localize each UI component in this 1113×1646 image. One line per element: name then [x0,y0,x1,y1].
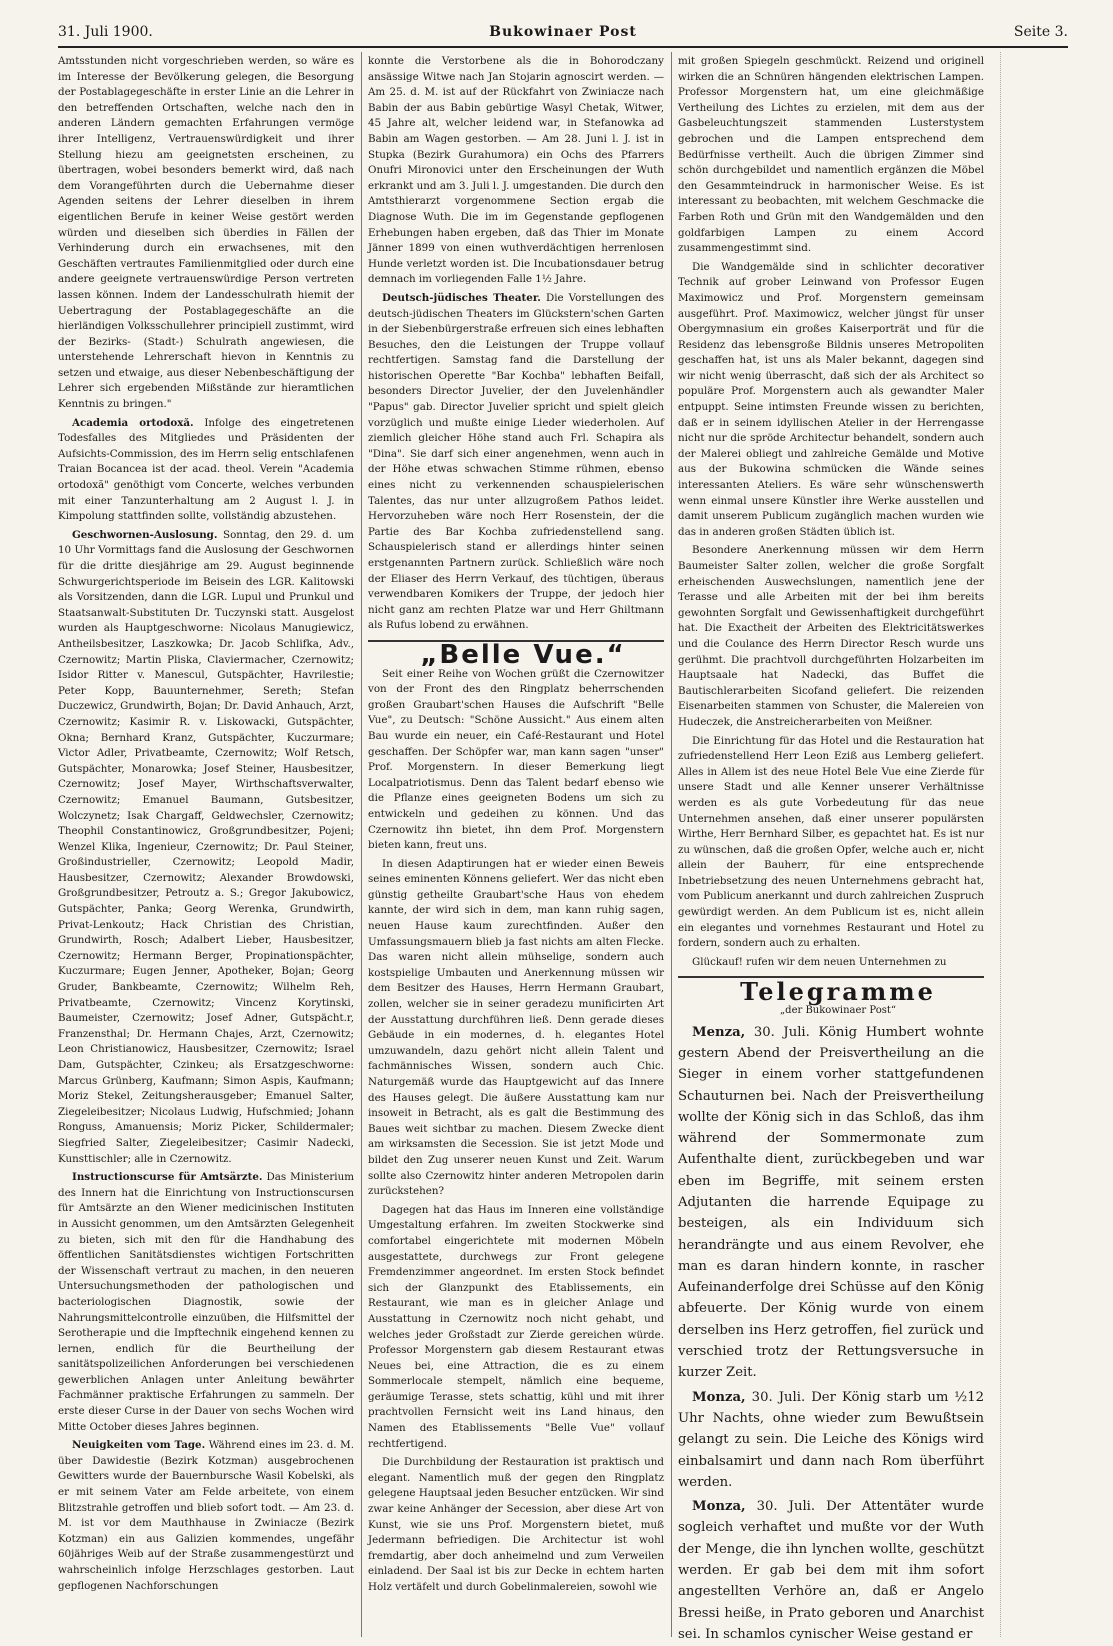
column-divider [671,52,672,1637]
paragraph [58,416,354,525]
column-2 [368,54,664,1634]
telegram [678,1496,984,1645]
telegram [678,1022,984,1384]
issue-date: 31. Juli 1900. [58,24,153,40]
section-heading: Academia ortodoxă. [72,416,194,429]
paragraph: Dagegen hat das Haus im Inneren eine vollständige Umgestaltung erfahren. Im zweiten Stockwerke sind comfortabel eingerichtete mit modernen Möbeln ausgestattete, durchwegs zur Front gelegene Fremdenzimmer angeordnet. Im ersten Stock befindet sich der Glanzpunkt des Etablissements, ein Restaurant, wie man es in gleicher Anlage und Ausstattung in Czernowitz noch nicht gehabt, und welches jeder Großstadt zur Zierde gereichen würde. Professor Morgenstern gab diesem Restaurant etwas Neues bei, eine Attraction, die es zu einem Sommerlocale stempelt, nämlich eine bequeme, geräumige Terasse, stets schattig, kühl und mit ihrer prachtvollen Fernsicht weit ins Land hinaus, den Namen des Etablissements "Belle Vue" vollauf rechtfertigend. [368,1203,664,1450]
section-heading: Neuigkeiten vom Tage. [72,1439,206,1452]
paragraph: Die Einrichtung für das Hotel und die Restauration hat zufriedenstellend Herr Leon Eziß aus Lemberg geliefert. Alles in Allem ist des neue Hotel Bele Vue eine Zierde für unsere Stadt und alle Kenner unserer Verhältnisse werden es als gute Vorbedeutung für das neue Unternehmen ansehen, daß einer unserer populärsten Wirthe, Herr Bernhard Silber, es gepachtet hat. Es ist nur zu wünschen, daß die großen Opfer, welche auch er, nicht allein der Bauherr, für eine entsprechende Inbetriebsetzung des neuen Unternehmens gebracht hat, vom Publicum anerkannt und durch zahlreichen Zuspruch gewürdigt werden. An dem Publicum ist es, nicht allein ein elegantes und vornehmes Restaurant und Hotel zu fordern, sondern auch zu erhalten. [678,734,984,950]
section-title: Telegramme [740,977,936,1007]
section-heading: Instructionscurse für Amtsärzte. [72,1171,263,1184]
paragraph: Besondere Anerkennung müssen wir dem Herrn Baumeister Salter zollen, welcher die große Sorgfalt erheischenden Auswechslungen, namentlich jene der Terasse und alle Arbeiten mit der bei ihm bereits gewohnten Sorgfalt und Gewissenhaftigkeit durchgeführt hat. Die Exactheit der Arbeiten des Elektricitätswerkes und die Coulance des Herrn Director Resch wurde uns gerühmt. Die prachtvoll durchgeführten Holzarbeiten im Hauptsaale hat Nadecki, das Buffet die Bautischlerarbeiten Sicofand geliefert. Die reizenden Eisenarbeiten stammen von Schuster, die Malereien von Hudeczek, die Anstreicherarbeiten von Meißner. [678,544,984,728]
paragraph [58,528,354,1167]
paragraph-text: Sonntag, den 29. d. um 10 Uhr Vormittags fand die Auslosung der Geschwornen für die dritte diesjährige am 29. August beginnende Schwurgerichtsperiode im Beisein des LGR. Kalitowski als Vorsitzenden, dann die LGR. Lupul und Prunkul und Staatsanwalt-Substituten Dr. Tuczynski statt. Ausgelost wurden als Hauptgeschworne: Nicolaus Manugiewicz, Antheilsbesitzer, Laszkowka; Dr. Jacob Schlifka, Adv., Czernowitz; Martin Pliska, Claviermacher, Czernowitz; Isidor Ritter v. Manescul, Gutspächter, Havrilestie; Peter Kopp, Bauunternehmer, Sereth; Stefan Duczewicz, Grundwirth, Bojan; Dr. David Anhauch, Arzt, Czernowitz; Kasimir R. v. Liskowacki, Gutspächter, Okna; Bernhard Kranz, Gutspächter, Kuczurmare; Victor Adler, Privatbeamte, Czernowitz; Wolf Retsch, Gutspächter, Monarowka; Josef Steiner, Hausbesitzer, Czernowitz; Josef Mayer, Wirthschaftsverwalter, Czernowitz; Emanuel Baumann, Gutsbesitzer, Wolczynetz; Isak Chargaff, Geldwechsler, Czernowitz; Theophil Constantinowicz, Großgrundbesitzer, Pojeni; Wenzel Klika, Ingenieur, Czernowitz; Dr. Paul Steiner, Großindustrieller, Czernowitz; Leopold Madir, Hausbesitzer, Czernowitz; Alexander Browdowski, Großgrundbesitzer, Petroutz a. S.; Gregor Jakubowicz, Gutspächter, Panka; Georg Werenka, Grundwirth, Privat-Lenkoutz; Hack Christian des Christian, Grundwirth, Rosch; Adalbert Lieber, Hausbesitzer, Czernowitz; Hermann Berger, Propinationspächter, Kuczurmare; Eugen Jenner, Apotheker, Bojan; Georg Gruder, Bankbeamte, Czernowitz; Wilhelm Reh, Privatbeamte, Czernowitz; Vincenz Korytinski, Baumeister, Czernowitz; Josef Adner, Gutspächt.r, Franzensthal; Dr. Hermann Chajes, Arzt, Czernowitz; Leon Christianowicz, Hausbesitzer, Czernowitz; Israel Dam, Gutspächter, Czinkeu; als Ersatzgeschworne: Marcus Grünberg, Kaufmann; Simon Aspis, Kaufmann; Moriz Stekel, Zeitungsherausgeber; Emanuel Salter, Ziegeleibesitzer; Nicolaus Ludwig, Hufschmied; Johann Ronguss, Amanuensis; Moriz Picker, Schildermaler; Siegfried Salter, Ziegeleibesitzer; Casimir Nadecki, Kunsttischler; alle in Czernowitz. [58,528,354,1165]
paragraph [58,1170,354,1435]
dateline: Monza, [692,1499,746,1515]
section-heading: Geschwornen-Auslosung. [72,528,218,541]
column-divider [361,52,362,1637]
paragraph [368,291,664,634]
column-1 [58,54,354,1634]
dateline: Monza, [692,1389,746,1405]
page-header [58,24,1068,46]
telegram-text: 30. Juli. Der König starb um ½12 Uhr Nachts, ohne wieder zum Bewußtsein gelangt zu sein. Die Leiche des Königs wird einbalsamirt und dann nach Rom überführt werden. [678,1389,984,1490]
newspaper-title: Bukowinaer Post [489,24,637,40]
section-subtitle: „der Bukowinaer Post“ [780,1005,896,1017]
paragraph: mit großen Spiegeln geschmückt. Reizend und originell wirken die an Schnüren hängenden elektrischen Lampen. Professor Morgenstern hat, um eine gleichmäßige Vertheilung des Lichtes zu erzielen, mit dem aus der Gasbeleuchtungszeit stammenden Lusterstystem gebrochen und die Lampen entsprechend dem Bedürfnisse vertheilt. Auch die übrigen Zimmer sind schön durchgebildet und namentlich ergänzen die Möbel den Gesammteindruck in harmonischer Weise. Es ist interessant zu beobachten, mit welchem Geschmacke die Farben Roth und Grün mit den Wandgemälden und den goldfarbigen Lampen zu einem Accord zusammengestimmt sind. [678,55,984,255]
paragraph: Amtsstunden nicht vorgeschrieben werden, so wäre es im Interesse der Bevölkerung gelegen, die Besorgung der Postablagegeschäfte in erster Linie an die Lehrer in den betreffenden Ortschaften, welche nach den in anderen Ländern gemachten Erfahrungen vermöge ihrer Intelligenz, Vertrauenswürdigkeit und ihrer Stellung hiezu am geeignetsten erscheinen, zu übertragen, wobei besonders bemerkt wird, daß nach dem Vorangeführten durch die Uebernahme dieser Agenden seitens der Lehrer dieselben in ihrem eigentlichen Berufe in keiner Weise gestört werden würden und dieselben sich überdies in Fällen der Verhinderung durch ein erwachsenes, mit den Geschäften vertrautes Familienmitglied oder durch eine andere geeignete vertrauenswürdige Person vertreten lassen können. Indem der Landesschulrath hiemit der Uebertragung der Postablagegeschäfte an die hierländigen Volksschullehrer principiell zustimmt, wird der Bezirks- (Stadt-) Schulrath angewiesen, die unterstehende Lehrerschaft hievon in Kenntnis zu setzen und etwaige, aus dieser Nebenbeschäftigung der Lehrer sich ergebenden Mißstände zur hieramtlichen Kenntnis zu bringen." [58,55,354,411]
section-heading: Deutsch-jüdisches Theater. [382,291,541,304]
paragraph-text: Infolge des eingetretenen Todesfalles des Mitgliedes und Präsidenten der Aufsichts-Commission, des im Herrn selig entschlafenen Traian Bocancea ist der acad. theol. Verein "Academia ortodoxă" genöthigt vom Concerte, welches verbunden mit einer Tanzunterhaltung am 2 August l. J. in Kimpolung stattfinden sollte, vollständig abzustehen. [58,416,354,523]
paragraph: Seit einer Reihe von Wochen grüßt die Czernowitzer von der Front des den Ringplatz beherrschenden großen Graubart'schen Hauses die Aufschrift "Belle Vue", zu Deutsch: "Schöne Aussicht." Aus einem alten Bau wurde ein neuer, ein Café-Restaurant und Hotel geschaffen. Der Schöpfer war, man kann sagen "unser" Prof. Morgenstern. In dieser Bemerkung liegt Localpatriotismus. Denn das Talent bedarf ebenso wie die Pflanze eines geeigneten Bodens um sich zu entwickeln und gedeihen zu können. Und das Czernowitz ihn bietet, ihn dem Prof. Morgenstern bieten kann, freut uns. [368,667,664,852]
telegram [678,1387,984,1493]
paragraph: konnte die Verstorbene als die in Bohorodczany ansässige Witwe nach Jan Stojarin agnoscirt werden. — Am 25. d. M. ist auf der Rückfahrt von Zwiniacze nach Babin der aus Babin gebürtige Wasyl Chetak, Witwer, 45 Jahre alt, welcher leidend war, in Stefanowka ad Babin am Wagen gestorben. — Am 28. Juni l. J. ist in Stupka (Bezirk Gurahumora) ein Ochs des Pfarrers Onufri Mironovici unter den Erscheinungen der Wuth erkrankt und am 3. Juli l. J. umgestanden. Die durch den Amtsthierarzt vorgenommene Section ergab die Diagnose Wuth. Die im im Gegenstande gepflogenen Erhebungen haben ergeben, daß das Thier im Monate Jänner 1899 von einen wuthverdächtigen herrenlosen Hunde verletzt worden ist. Die Incubationsdauer betrug demnach im vorliegenden Falle 1½ Jahre. [368,55,664,286]
margin-line [1000,52,1001,1637]
paragraph-text: Das Ministerium des Innern hat die Einrichtung von Instructionscursen für Amtsärzte an den Wiener medicinischen Instituten in Aussicht genommen, um den Amtsärzten Gelegenheit zu bieten, sich mit den für die Handhabung des öffentlichen Sanitätsdienstes wichtigen Fortschritten der Wissenschaft vertraut zu machen, in den neueren Untersuchungsmethoden der pathologischen und bacteriologischen Diagnostik, sowie der Nahrungsmittelcontrolle einzuüben, die Hilfsmittel der Serotherapie und die Impftechnik eingehend kennen zu lernen, endlich für die Beurtheilung der sanitätspolizeilichen Anforderungen bei verschiedenen gewerblichen Anlagen unter Anleitung bewährter Fachmänner praktische Erfahrungen zu sammeln. Der erste dieser Curse in der Dauer von sechs Wochen wird Mitte October dieses Jahres beginnen. [58,1171,354,1433]
telegrams [678,1022,984,1646]
telegram-text: 30. Juli. Der Attentäter wurde sogleich verhaftet und mußte vor der Wuth der Menge, die ihn lynchen wollte, geschützt werden. Er gab bei dem mit ihm sofort angestellten Verhöre an, daß er Angelo Bressi heiße, in Prato geboren und Anarchist sei. In schamlos cynischer Weise gestand er [678,1499,984,1642]
paragraph: Die Durchbildung der Restauration ist praktisch und elegant. Namentlich muß der gegen den Ringplatz gelegene Hauptsaal jeden Besucher entzücken. Wir sind zwar keine Anhänger der Secession, aber diese Art von Kunst, wie sie uns Prof. Morgenstern bietet, muß Jedermann befriedigen. Die Architectur ist wohl fremdartig, aber doch anheimelnd und zum Verweilen einladend. Der Saal ist bis zur Decke in echtem harten Holz vertäfelt und durch Gobelinmalereien, sowohl wie [368,1456,664,1593]
paragraph: In diesen Adaptirungen hat er wieder einen Beweis seines eminenten Könnens geliefert. Wer das nicht eben günstig getheilte Graubart'sche Haus von ehedem kannte, der wird sich in dem, man kann ruhig sagen, neuen Hause kaum zurechtfinden. Außer den Umfassungsmauern blieb ja fast nichts am alten Flecke. Das waren nicht allein mühselige, sondern auch kostspielige Umbauten und Anerkennung müssen wir dem Besitzer des Hauses, Herrn Hermann Graubart, zollen, welcher sie in seiner geradezu munificirten Art der Ausstattung durchführen ließ. Denn gerade dieses Gebäude in ein modernes, d. h. elegantes Hotel umzuwandeln, dazu gehört nicht allein Talent und fachmännisches Wissen, sondern auch Chic. Naturgemäß wurde das Hauptgewicht auf das Innere des Hauses gelegt. Die äußere Ausstattung kam nur insoweit in Betracht, als es galt die Bestimmung des Baues weit sichtbar zu machen. Diesem Zwecke dient am wirksamsten die Secession. Sie ist jetzt Mode und bildet den Zug unserer neuen Kunst und Zeit. Warum sollte also Czernowitz hinter anderen Metropolen darin zurückstehen? [368,857,664,1198]
header-rule [58,46,1068,48]
paragraph: Die Wandgemälde sind in schlichter decorativer Technik auf grober Leinwand von Professor Eugen Maximowicz und Prof. Morgenstern gemeinsam ausgeführt. Prof. Maximowicz, welcher jüngst für unser Obergymnasium ein großes Kaiserporträt und für die Residenz das lebensgroße Bildnis unseres Metropoliten geschaffen hat, ist uns als Maler bekannt, dagegen sind wir nicht wenig überrascht, daß sich der als Architect so populäre Prof. Morgenstern auch als gewandter Maler entpuppt. Seine intimsten Freunde wissen zu berichten, daß er in seinem idyllischen Atelier in der Herrengasse nicht nur die spröde Architectur behandelt, sondern auch der Malerei obliegt und zahlreiche Gemälde und Motive aus der Bukowina schmücken die Wände seines interessanten Ateliers. Es wäre sehr wünschenswerth wenn einmal unsere Künstler ihre Werke ausstellen und damit unserem Publicum zugänglich machen wurden wie das in anderen großen Städten üblich ist. [678,260,984,538]
paragraph [58,1438,354,1594]
paragraph-text: Während eines im 23. d. M. über Dawidestie (Bezirk Kotzman) ausgebrochenen Gewitters wurde der Bauernbursche Wasil Kobelski, als er mit seinem Vater am Felde arbeitete, von einem Blitzstrahle getroffen und blieb sofort todt. — Am 23. d. M. ist vor dem Mauthhause in Zwiniacze (Bezirk Kotzman) ein aus Galizien kommendes, ungefähr 60jähriges Weib auf der Straße zusammengestürzt und wahrscheinlich infolge Herzschlages gestorben. Laut gepflogenen Nachforschungen [58,1439,354,1592]
paragraph-text: Die Vorstellungen des deutsch-jüdischen Theaters im Glückstern'schen Garten in der Siebenbürgerstraße erfreuen sich eines lebhaften Besuches, den die Leistungen der Truppe vollauf rechtfertigen. Samstag fand die Darstellung der historischen Operette "Bar Kochba" lebhaften Beifall, besonders Director Juvelier, der den Juvelenhändler "Papus" gab. Director Juvelier spricht und spielt gleich vorzüglich und mußte einige Lieder wiederholen. Auf ziemlich gleicher Höhe stand auch Frl. Schapira als "Dina". Sie darf sich einer angenehmen, wenn auch in der Höhe etwas schwachen Stimme rühmen, ebenso eines nicht zu verkennenden schauspielerischen Talentes, das nur unter allzugroßem Pathos leidet. Hervorzuheben wäre noch Herr Rosenstein, der die Partie des Bar Kochba zufriedenstellend sang. Schauspielerisch stand er allerdings hinter seinen erstgenannten Partnern zurück. Schließlich wäre noch der Eliaser des Herrn Verkauf, des tüchtigen, überaus verwendbaren Komikers der Truppe, der jedoch hier nicht ganz am rechten Platze war und Herr Ghiltmann als Rufus lobend zu erwähnen. [368,291,664,632]
paragraph: Glückauf! rufen wir dem neuen Unternehmen zu [692,955,947,968]
column-3 [678,54,984,1642]
page-number: Seite 3. [1013,24,1068,40]
dateline: Menza, [692,1024,746,1040]
telegram-text: 30. Juli. König Humbert wohnte gestern Abend der Preisvertheilung an die Sieger in einem vorher stattgefundenen Schauturnen bei. Nach der Preisvertheilung wollte der König sich in das Schloß, das ihm während der Sommermonate zum Aufenthalte dient, zurückbegeben und war eben im Begriffe, mit seinem ersten Adjutanten die harrende Equipage zu besteigen, als ein Individuum sich herandrängte und aus einem Revolver, ehe man es daran hindern konnte, in rascher Aufeinanderfolge drei Schüsse auf den König abfeuerte. Der König wurde von einem derselben ins Herz getroffen, fiel zurück und verschied trotz der Rettungsversuche in kurzer Zeit. [678,1024,984,1381]
article-title: „Belle Vue.“ [420,639,626,670]
